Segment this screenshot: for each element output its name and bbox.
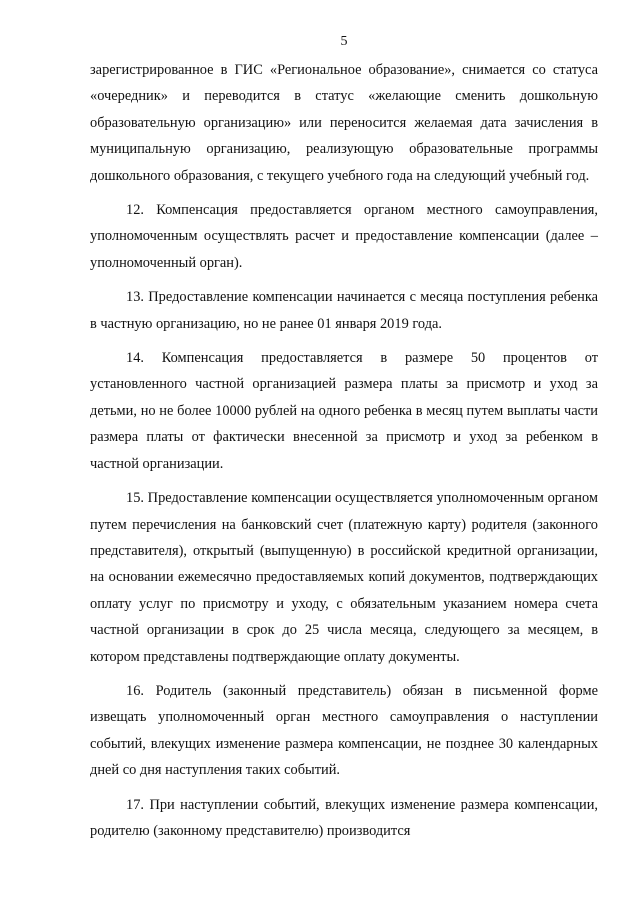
paragraph-17: 17. При наступлении событий, влекущих изменение размера компенсации, родителю (законному представителю) производится (90, 796, 598, 839)
page-number: 5 (340, 34, 348, 49)
paragraph-12: 12. Компенсация предоставляется органом местного самоуправления, уполномоченным осуществлять расчет и предоставление компенсации (далее – уполномоченный орган). (90, 202, 598, 271)
paragraph-continuation: зарегистрированное в ГИС «Региональное образование», снимается со статуса «очередник» и переводится в статус «желающие сменить дошкольную образовательную организацию» или переносится желаемая дата зачисления в муниципальную организацию, реализующую образовательные программы дошкольного образования, с текущего учебного года на следующий учебный год. (90, 62, 598, 184)
paragraph-13: 13. Предоставление компенсации начинается с месяца поступления ребенка в частную организацию, но не ранее 01 января 2019 года. (90, 289, 598, 332)
paragraph-15: 15. Предоставление компенсации осуществляется уполномоченным органом путем перечисления на банковский счет (платежную карту) родителя (законного представителя), открытый (выпущенную) в российской кредитной организации, на основании ежемесячно предоставляемых копий документов, подтверждающих оплату услуг по присмотру и уходу, с обязательным указанием номера счета частной организации в срок до 25 числа месяца, следующего за месяцем, в котором представлены подтверждающие оплату документы. (90, 490, 598, 665)
paragraph-16: 16. Родитель (законный представитель) обязан в письменной форме извещать уполномоченный орган местного самоуправления о наступлении событий, влекущих изменение размера компенсации, не позднее 30 календарных дней со дня наступления таких событий. (90, 682, 598, 779)
paragraph-14: 14. Компенсация предоставляется в размере 50 процентов от установленного частной организацией размера платы за присмотр и уход за детьми, но не более 10000 рублей на одного ребенка в месяц путем выплаты части размера платы от фактически внесенной за присмотр и уход за ребенком в частной организации. (90, 350, 598, 472)
